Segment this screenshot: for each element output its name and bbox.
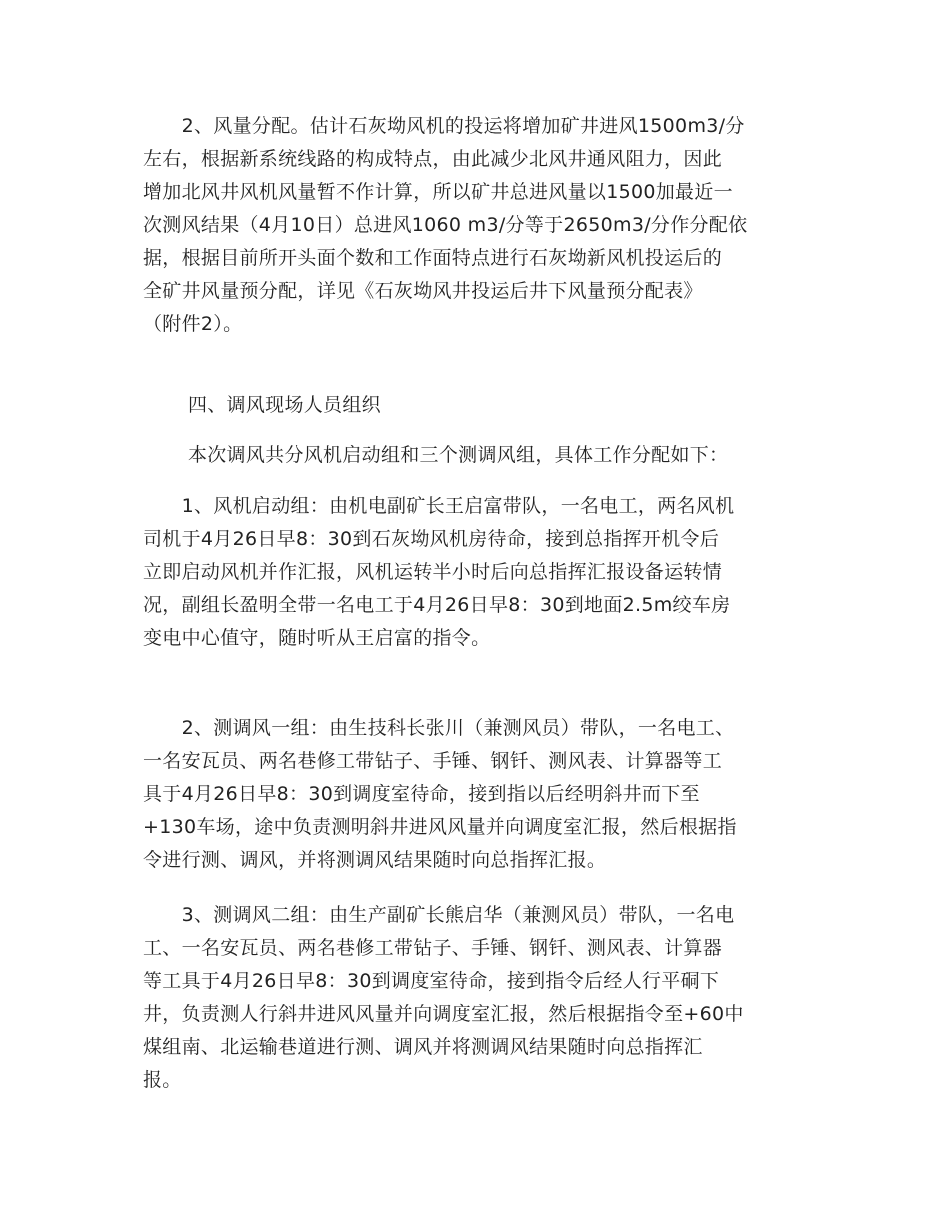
text-line: 煤组南、北运输巷道进行测、调风并将测调风结果随时向总指挥汇 (143, 1036, 703, 1058)
text-line: 司机于4月26日早8：30到石灰坳风机房待命，接到总指挥开机令后 (143, 528, 720, 550)
text-line: 工、一名安瓦员、两名巷修工带钻子、手锤、钢钎、测风表、计算器 (143, 937, 723, 959)
text-line: 1、风机启动组：由机电副矿长王启富带队，一名电工，两名风机 (143, 495, 735, 517)
text-line: 本次调风共分风机启动组和三个测调风组，具体工作分配如下： (143, 444, 729, 466)
text-line: 2、测调风一组：由生技科长张川（兼测风员）带队，一名电工、 (143, 717, 735, 739)
text-line: 一名安瓦员、两名巷修工带钻子、手锤、钢钎、测风表、计算器等工 (143, 750, 723, 772)
text-line: 增加北风井风机风量暂不作计算，所以矿井总进风量以1500加最近一 (143, 181, 733, 203)
text-line: 左右，根据新系统线路的构成特点，由此减少北风井通风阻力，因此 (143, 148, 723, 170)
heading-text: 四、调风现场人员组织 (143, 394, 381, 416)
text-line: 次测风结果（4月10日）总进风1060 m3/分等于2650m3/分作分配依 (143, 214, 748, 236)
text-line: 况，副组长盈明全带一名电工于4月26日早8：30到地面2.5m绞车房 (143, 594, 731, 616)
paragraph-overview (143, 439, 728, 472)
text-line: 等工具于4月26日早8：30到调度室待命，接到指令后经人行平硐下 (143, 970, 720, 992)
paragraph-group-fan-start (143, 490, 734, 655)
text-line: +130车场，途中负责测明斜井进风风量并向调度室汇报，然后根据指 (143, 816, 737, 838)
text-line: 3、测调风二组：由生产副矿长熊启华（兼测风员）带队，一名电 (143, 904, 735, 926)
text-line: 具于4月26日早8：30到调度室待命，接到指以后经明斜井而下至 (143, 783, 700, 805)
paragraph-group-two (143, 899, 744, 1097)
text-line: 变电中心值守，随时听从王启富的指令。 (143, 627, 491, 649)
text-line: 全矿井风量预分配，详见《石灰坳风井投运后井下风量预分配表》 (143, 280, 703, 302)
text-line: 2、风量分配。估计石灰坳风机的投运将增加矿井进风1500m3/分 (143, 115, 745, 137)
text-line: 报。 (143, 1069, 182, 1091)
text-line: （附件2）。 (143, 313, 243, 335)
paragraph-wind-distribution (143, 110, 747, 341)
section-heading (143, 389, 381, 422)
text-line: 据，根据目前所开头面个数和工作面特点进行石灰坳新风机投运后的 (143, 247, 723, 269)
paragraph-group-one (143, 712, 737, 877)
text-line: 令进行测、调风，并将测调风结果随时向总指挥汇报。 (143, 849, 607, 871)
text-line: 井，负责测人行斜井进风风量并向调度室汇报，然后根据指令至+60中 (143, 1003, 744, 1025)
text-line: 立即启动风机并作汇报，风机运转半小时后向总指挥汇报设备运转情 (143, 561, 723, 583)
